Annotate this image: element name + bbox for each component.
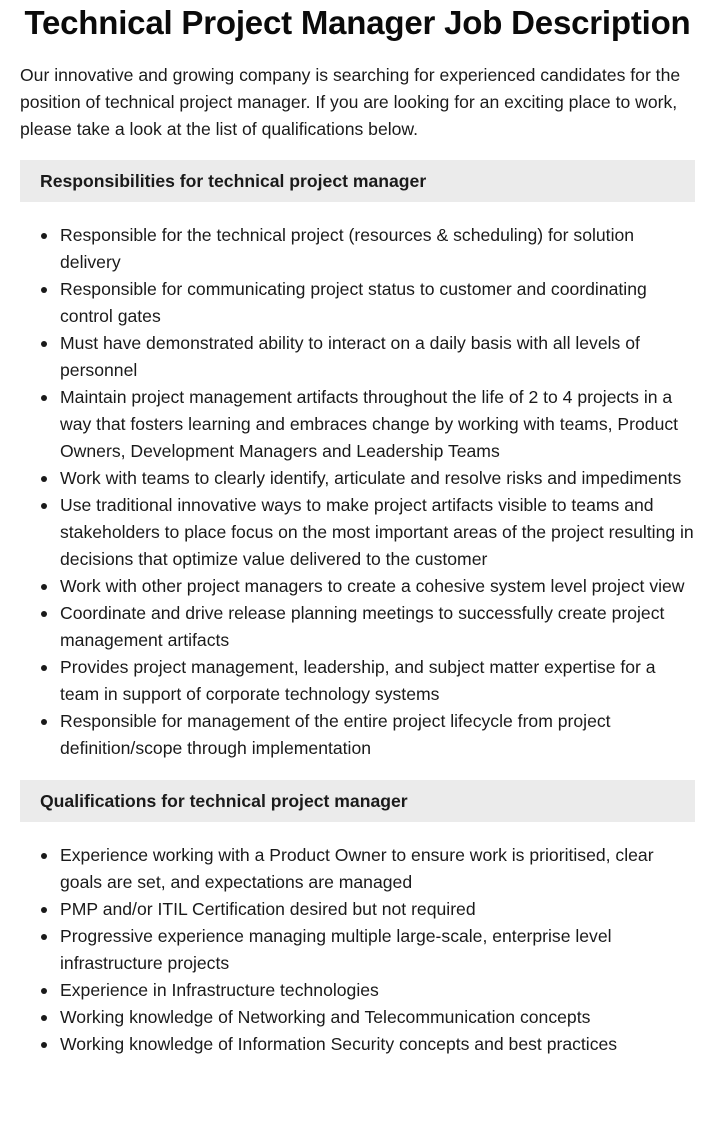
list-item: Responsible for management of the entire project lifecycle from project definition/scope through implementation bbox=[20, 708, 695, 762]
list-item: Experience in Infrastructure technologies bbox=[20, 977, 695, 1004]
qualifications-header: Qualifications for technical project manager bbox=[20, 780, 695, 822]
responsibilities-list bbox=[20, 222, 695, 762]
list-item: Maintain project management artifacts throughout the life of 2 to 4 projects in a way that fosters learning and embraces change by working with teams, Product Owners, Development Managers and Leadership Teams bbox=[20, 384, 695, 465]
list-item: PMP and/or ITIL Certification desired but not required bbox=[20, 896, 695, 923]
responsibilities-header: Responsibilities for technical project manager bbox=[20, 160, 695, 202]
page-title: Technical Project Manager Job Description bbox=[24, 4, 691, 41]
list-item: Must have demonstrated ability to interact on a daily basis with all levels of personnel bbox=[20, 330, 695, 384]
qualifications-list bbox=[20, 842, 695, 1058]
list-item: Provides project management, leadership, and subject matter expertise for a team in support of corporate technology systems bbox=[20, 654, 695, 708]
list-item: Coordinate and drive release planning meetings to successfully create project management artifacts bbox=[20, 600, 695, 654]
list-item: Working knowledge of Information Security concepts and best practices bbox=[20, 1031, 695, 1058]
intro-paragraph: Our innovative and growing company is searching for experienced candidates for the position of technical project manager. If you are looking for an exciting place to work, please take a look at the list of qualifications below. bbox=[20, 65, 681, 139]
list-item: Experience working with a Product Owner to ensure work is prioritised, clear goals are set, and expectations are managed bbox=[20, 842, 695, 896]
list-item: Responsible for the technical project (resources & scheduling) for solution delivery bbox=[20, 222, 695, 276]
list-item: Responsible for communicating project status to customer and coordinating control gates bbox=[20, 276, 695, 330]
list-item: Working knowledge of Networking and Telecommunication concepts bbox=[20, 1004, 695, 1031]
list-item: Use traditional innovative ways to make project artifacts visible to teams and stakeholders to place focus on the most important areas of the project resulting in decisions that optimize value delivered to the customer bbox=[20, 492, 695, 573]
job-description-page bbox=[20, 0, 695, 1058]
list-item: Work with teams to clearly identify, articulate and resolve risks and impediments bbox=[20, 465, 695, 492]
list-item: Work with other project managers to create a cohesive system level project view bbox=[20, 573, 695, 600]
list-item: Progressive experience managing multiple large-scale, enterprise level infrastructure projects bbox=[20, 923, 695, 977]
